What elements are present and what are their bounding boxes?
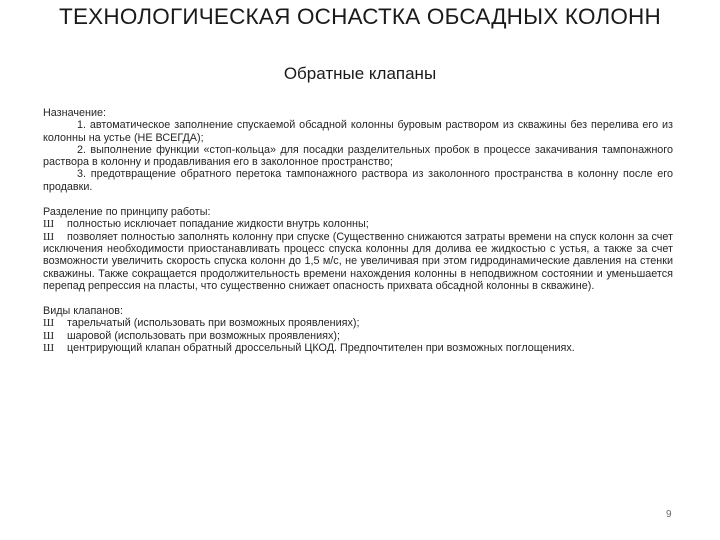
page-number: 9 xyxy=(666,509,672,520)
types-item-2-text: шаровой (использовать при возможных проявлениях); xyxy=(67,329,340,342)
bullet-marker: Ш xyxy=(43,342,55,355)
principle-heading: Разделение по принципу работы: xyxy=(43,206,211,219)
bullet-marker: Ш xyxy=(43,317,55,330)
principle-item-1-text: полностью исключает попадание жидкости внутрь колонны; xyxy=(67,218,369,231)
principle-item-2-text: позволяет полностью заполнять колонну при спуске (Существенно снижаются затраты времени на спуск колонн за счет исключения необходимости приостанавливать процесс спуска колонны для долива ее жидкостью с устья, а также за счет возможности увеличить скорость спуска колонн до 1,5 м/с, не увеличивая при этом гидродинамические давления на стенки скважины. Также сокращается продолжительность времени нахождения колонны в неподвижном состоянии и уменьшается перепад репрессия на пласты, что существенно снижает опасность прихвата обсадной колонны в скважине). xyxy=(43,230,673,292)
purpose-item-3: 3. предотвращение обратного перетока тампонажного раствора из заколонного пространства в колонну после его продавки. xyxy=(43,168,673,193)
section-gap xyxy=(43,193,673,206)
types-heading: Виды клапанов: xyxy=(43,305,123,318)
principle-item-2 xyxy=(43,231,673,292)
slide-body xyxy=(43,107,673,354)
bullet-marker: Ш xyxy=(43,329,55,342)
section-gap xyxy=(43,292,673,305)
types-item-3 xyxy=(43,342,673,354)
principle-item-1 xyxy=(43,218,673,230)
types-item-1 xyxy=(43,317,673,329)
slide-subtitle: Обратные клапаны xyxy=(283,64,437,83)
types-item-1-text: тарельчатый (использовать при возможных проявлениях); xyxy=(67,317,360,330)
bullet-marker: Ш xyxy=(43,230,55,243)
slide-title: ТЕХНОЛОГИЧЕСКАЯ ОСНАСТКА ОБСАДНЫХ КОЛОНН xyxy=(59,4,661,29)
purpose-heading: Назначение: xyxy=(43,107,106,119)
purpose-item-1: 1. автоматическое заполнение спускаемой обсадной колонны буровым раствором из скважины без перелива его из колонны на устье (НЕ ВСЕГДА); xyxy=(43,119,673,144)
purpose-item-2: 2. выполнение функции «стоп-кольца» для посадки разделительных пробок в процессе закачивания тампонажного раствора в колонну и продавливания его в заколонное пространство; xyxy=(43,143,673,169)
bullet-marker: Ш xyxy=(43,218,55,231)
types-item-2 xyxy=(43,330,673,342)
types-item-3-text: центрирующий клапан обратный дроссельный ЦКОД. Предпочтителен при возможных поглощениях. xyxy=(67,342,575,355)
